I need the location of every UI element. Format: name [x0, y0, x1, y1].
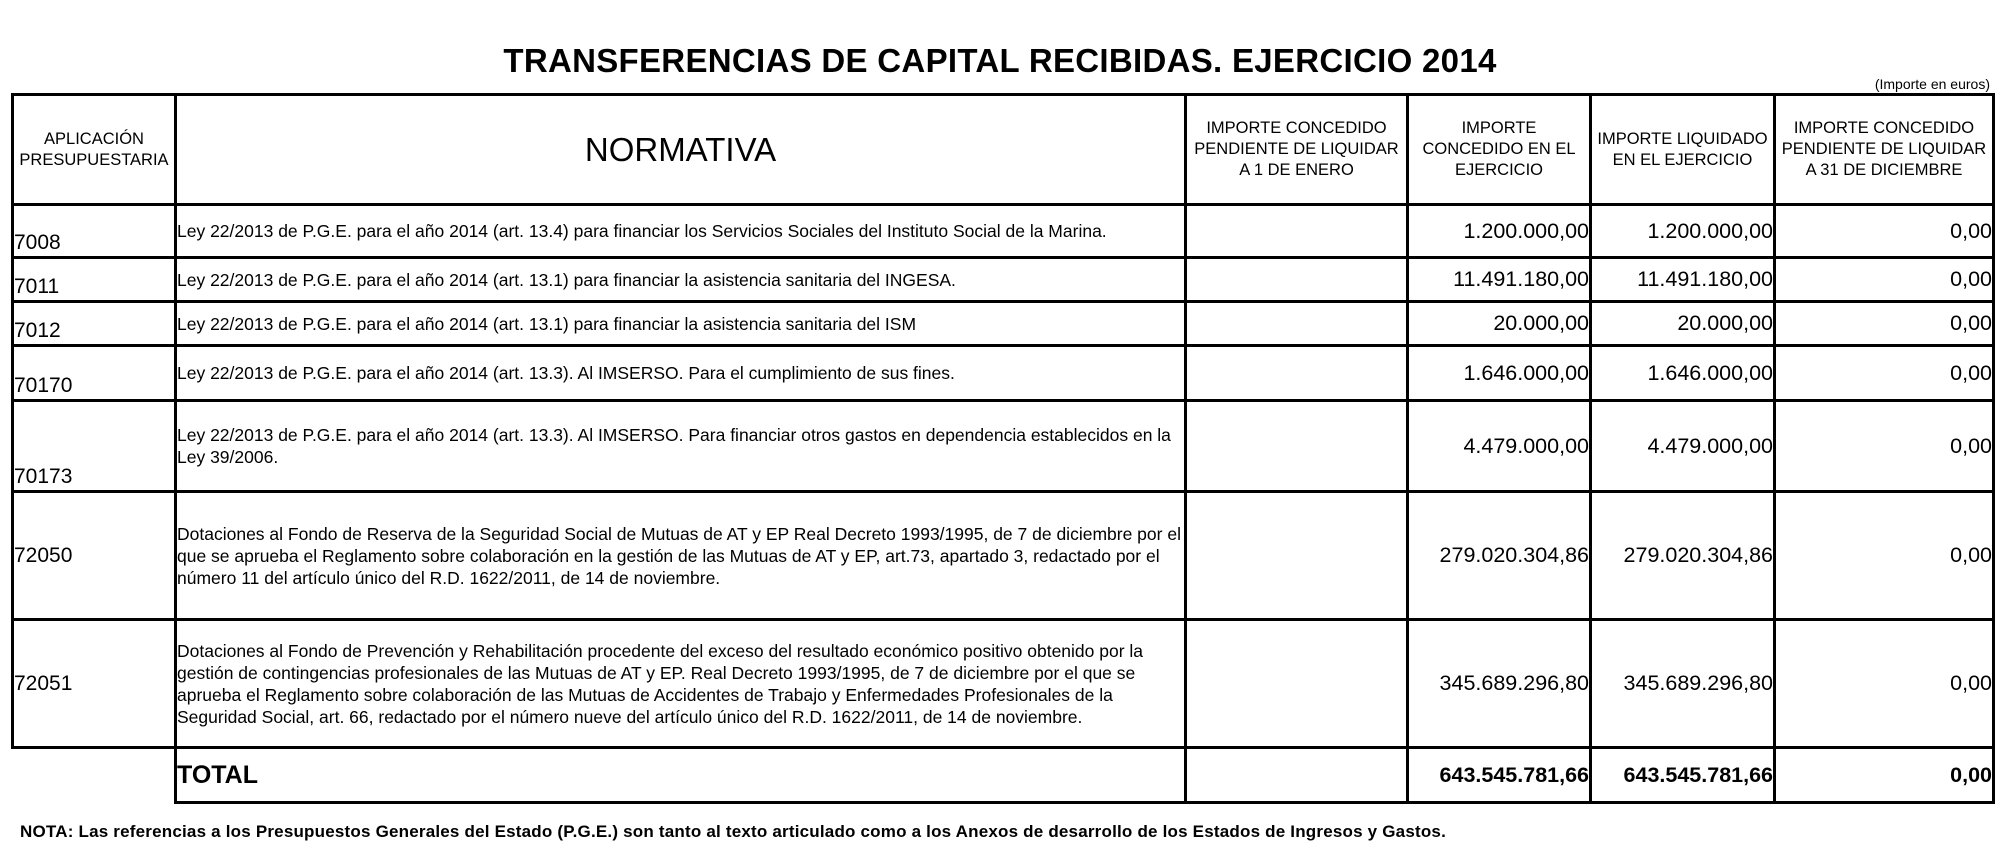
total-row: [13, 748, 1994, 803]
row-code: 7008: [13, 205, 176, 258]
row-normativa: Ley 22/2013 de P.G.E. para el año 2014 (art. 13.3). Al IMSERSO. Para financiar otros gastos en dependencia establecidos en la Ley 39/2006.: [176, 401, 1186, 492]
total-pendiente-diciembre: 0,00: [1775, 748, 1994, 803]
row-pendiente-enero: [1186, 401, 1408, 492]
table-row: [13, 620, 1994, 748]
header-concedido: IMPORTE CONCEDIDO EN EL EJERCICIO: [1408, 95, 1591, 205]
row-concedido: 1.200.000,00: [1408, 205, 1591, 258]
header-pendiente-diciembre: IMPORTE CONCEDIDO PENDIENTE DE LIQUIDAR A 31 DE DICIEMBRE: [1775, 95, 1994, 205]
transfers-table: [11, 93, 1995, 804]
row-concedido: 345.689.296,80: [1408, 620, 1591, 748]
total-spacer: [13, 748, 176, 803]
row-pendiente-diciembre: 0,00: [1775, 258, 1994, 302]
total-pendiente-enero: [1186, 748, 1408, 803]
row-normativa: Ley 22/2013 de P.G.E. para el año 2014 (art. 13.1) para financiar la asistencia sanitaria del INGESA.: [176, 258, 1186, 302]
row-liquidado: 4.479.000,00: [1591, 401, 1775, 492]
row-pendiente-enero: [1186, 620, 1408, 748]
row-liquidado: 1.200.000,00: [1591, 205, 1775, 258]
document-title: TRANSFERENCIAS DE CAPITAL RECIBIDAS. EJERCICIO 2014: [503, 42, 1497, 79]
row-concedido: 11.491.180,00: [1408, 258, 1591, 302]
row-liquidado: 345.689.296,80: [1591, 620, 1775, 748]
row-pendiente-diciembre: 0,00: [1775, 620, 1994, 748]
row-liquidado: 11.491.180,00: [1591, 258, 1775, 302]
table-row: [13, 346, 1994, 401]
row-pendiente-enero: [1186, 346, 1408, 401]
row-normativa: Ley 22/2013 de P.G.E. para el año 2014 (art. 13.4) para financiar los Servicios Sociales del Instituto Social de la Marina.: [176, 205, 1186, 258]
row-liquidado: 279.020.304,86: [1591, 492, 1775, 620]
row-pendiente-diciembre: 0,00: [1775, 302, 1994, 346]
footnote: NOTA: Las referencias a los Presupuestos Generales del Estado (P.G.E.) son tanto al texto articulado como a los Anexos de desarrollo de los Estados de Ingresos y Gastos.: [20, 822, 1447, 841]
row-code: 7012: [13, 302, 176, 346]
row-code: 72050: [13, 492, 176, 620]
header-pendiente-enero: IMPORTE CONCEDIDO PENDIENTE DE LIQUIDAR A 1 DE ENERO: [1186, 95, 1408, 205]
table-row: [13, 302, 1994, 346]
row-pendiente-enero: [1186, 492, 1408, 620]
header-normativa: NORMATIVA: [176, 95, 1186, 205]
row-pendiente-diciembre: 0,00: [1775, 401, 1994, 492]
row-code: 70173: [13, 401, 176, 492]
row-liquidado: 20.000,00: [1591, 302, 1775, 346]
table-row: [13, 258, 1994, 302]
row-code: 72051: [13, 620, 176, 748]
row-code: 7011: [13, 258, 176, 302]
row-normativa: Dotaciones al Fondo de Reserva de la Seguridad Social de Mutuas de AT y EP Real Decreto 1993/1995, de 7 de diciembre por el que se aprueba el Reglamento sobre colaboración en la gestión de las Mutuas de AT y EP, art.73, apartado 3, redactado por el número 11 del artículo único del R.D. 1622/2011, de 14 de noviembre.: [176, 492, 1186, 620]
table-row: [13, 205, 1994, 258]
table-row: [13, 492, 1994, 620]
row-concedido: 1.646.000,00: [1408, 346, 1591, 401]
row-normativa: Dotaciones al Fondo de Prevención y Rehabilitación procedente del exceso del resultado económico positivo obtenido por la gestión de contingencias profesionales de las Mutuas de AT y EP. Real Decreto 1993/1995, de 7 de diciembre por el que se aprueba el Reglamento sobre colaboración de las Mutuas de Accidentes de Trabajo y Enfermedades Profesionales de la Seguridad Social, art. 66, redactado por el número nueve del artículo único del R.D. 1622/2011, de 14 de noviembre.: [176, 620, 1186, 748]
row-pendiente-diciembre: 0,00: [1775, 492, 1994, 620]
row-pendiente-diciembre: 0,00: [1775, 205, 1994, 258]
row-pendiente-diciembre: 0,00: [1775, 346, 1994, 401]
total-label: TOTAL: [176, 748, 1186, 803]
row-concedido: 20.000,00: [1408, 302, 1591, 346]
row-pendiente-enero: [1186, 302, 1408, 346]
row-pendiente-enero: [1186, 258, 1408, 302]
row-normativa: Ley 22/2013 de P.G.E. para el año 2014 (art. 13.3). Al IMSERSO. Para el cumplimiento de sus fines.: [176, 346, 1186, 401]
table-row: [13, 401, 1994, 492]
row-concedido: 279.020.304,86: [1408, 492, 1591, 620]
header-row: [13, 95, 1994, 205]
row-normativa: Ley 22/2013 de P.G.E. para el año 2014 (art. 13.1) para financiar la asistencia sanitaria del ISM: [176, 302, 1186, 346]
header-liquidado: IMPORTE LIQUIDADO EN EL EJERCICIO: [1591, 95, 1775, 205]
row-code: 70170: [13, 346, 176, 401]
row-pendiente-enero: [1186, 205, 1408, 258]
total-liquidado: 643.545.781,66: [1591, 748, 1775, 803]
header-aplicacion: APLICACIÓN PRESUPUESTARIA: [13, 95, 176, 205]
total-concedido: 643.545.781,66: [1408, 748, 1591, 803]
row-liquidado: 1.646.000,00: [1591, 346, 1775, 401]
row-concedido: 4.479.000,00: [1408, 401, 1591, 492]
units-note: (Importe en euros): [1874, 76, 1990, 92]
